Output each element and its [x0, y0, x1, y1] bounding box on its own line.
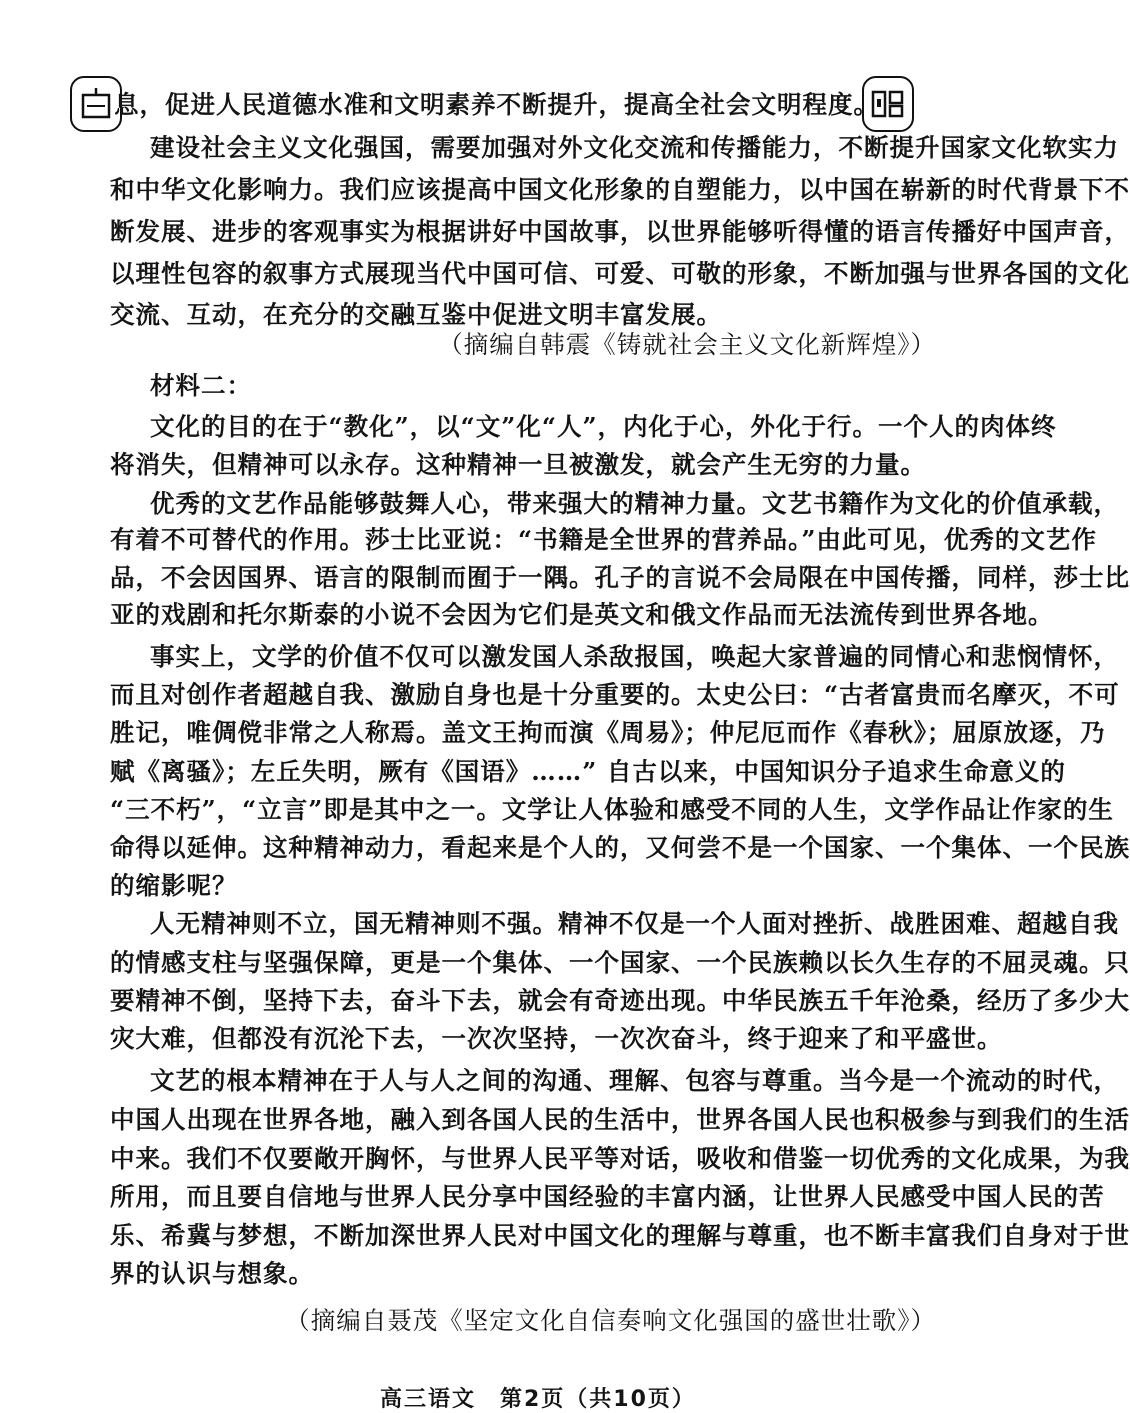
text-line: 的缩影呢？	[110, 871, 238, 900]
text-line: 命得以延伸。这种精神动力，看起来是个人的，又何尝不是一个国家、一个集体、一个民族	[110, 833, 1130, 862]
text-line: 亚的戏剧和托尔斯泰的小说不会因为它们是英文和俄文作品而无法流传到世界各地。	[110, 600, 1054, 629]
text-line: 中国人出现在世界各地，融入到各国人民的生活中，世界各国人民也积极参与到我们的生活	[110, 1105, 1130, 1134]
text-line: 和中华文化影响力。我们应该提高中国文化形象的自塑能力，以中国在崭新的时代背景下不	[110, 175, 1130, 204]
text-line: 文化的目的在于“教化”，以“文”化“人”，内化于心，外化于行。一个人的肉体终	[150, 412, 1057, 441]
text-line: 将消失，但精神可以永存。这种精神一旦被激发，就会产生无穷的力量。	[110, 450, 926, 479]
text-line: 界的认识与想象。	[110, 1259, 314, 1288]
text-line: 息，促进人民道德水准和文明素养不断提升，提高全社会文明程度。	[114, 90, 879, 119]
text-line: 的情感支柱与坚强保障，更是一个集体、一个国家、一个民族赖以长久生存的不屈灵魂。只	[110, 948, 1130, 977]
text-line: 赋《离骚》；左丘失明，厥有《国语》……” 自古以来，中国知识分子追求生命意义的	[110, 757, 1066, 786]
section-heading: 材料二：	[150, 371, 252, 400]
text-line: 要精神不倒，坚持下去，奋斗下去，就会有奇迹出现。中华民族五千年沧桑，经历了多少大	[110, 986, 1130, 1015]
text-line: 而且对创作者超越自我、激励自身也是十分重要的。太史公曰：“古者富贵而名摩灭，不可	[110, 680, 1120, 709]
text-line: 事实上，文学的价值不仅可以激发国人杀敌报国，唤起大家普遍的同情心和悲悯情怀，	[150, 642, 1119, 671]
text-line: 以理性包容的叙事方式展现当代中国可信、可爱、可敬的形象，不断加强与世界各国的文化	[110, 259, 1130, 288]
text-line: 优秀的文艺作品能够鼓舞人心，带来强大的精神力量。文艺书籍作为文化的价值承载，	[150, 489, 1119, 518]
page-footer: 高三语文 第2页（共10页）	[380, 1387, 696, 1412]
text-line: 人无精神则不立，国无精神则不强。精神不仅是一个人面对挫折、战胜困难、超越自我	[150, 909, 1119, 938]
text-line: 胜记，唯倜傥非常之人称焉。盖文王拘而演《周易》；仲尼厄而作《春秋》；屈原放逐，乃	[110, 718, 1106, 747]
text-line: 灾大难，但都没有沉沦下去，一次次坚持，一次次奋斗，终于迎来了和平盛世。	[110, 1024, 1003, 1053]
text-line: 中来。我们不仅要敞开胸怀，与世界人民平等对话，吸收和借鉴一切优秀的文化成果，为我	[110, 1144, 1130, 1173]
text-line: 乐、希冀与梦想，不断加深世界人民对中国文化的理解与尊重，也不断丰富我们自身对于世	[110, 1221, 1130, 1250]
source-citation: （摘编自韩震《铸就社会主义文化新辉煌》）	[438, 330, 936, 359]
text-line: 品，不会因国界、语言的限制而囿于一隅。孔子的言说不会局限在中国传播，同样，莎士比	[110, 563, 1130, 592]
text-line: 文艺的根本精神在于人与人之间的沟通、理解、包容与尊重。当今是一个流动的时代，	[150, 1066, 1119, 1095]
text-line: 所用，而且要自信地与世界人民分享中国经验的丰富内涵，让世界人民感受中国人民的苦	[110, 1182, 1105, 1211]
text-line: 有着不可替代的作用。莎士比亚说：“书籍是全世界的营养品。”由此可见，优秀的文艺作	[110, 525, 1097, 554]
text-line: 断发展、进步的客观事实为根据讲好中国故事，以世界能够听得懂的语言传播好中国声音，	[110, 217, 1130, 246]
text-line: 交流、互动，在充分的交融互鉴中促进文明丰富发展。	[110, 300, 722, 329]
text-line: “三不朽”，“立言”即是其中之一。文学让人体验和感受不同的人生，文学作品让作家的生	[110, 795, 1114, 824]
text-line: 建设社会主义文化强国，需要加强对外文化交流和传播能力，不断提升国家文化软实力	[150, 133, 1119, 162]
source-citation: （摘编自聂茂《坚定文化自信奏响文化强国的盛世壮歌》）	[285, 1306, 936, 1335]
exam-stamp-icon	[79, 86, 113, 122]
